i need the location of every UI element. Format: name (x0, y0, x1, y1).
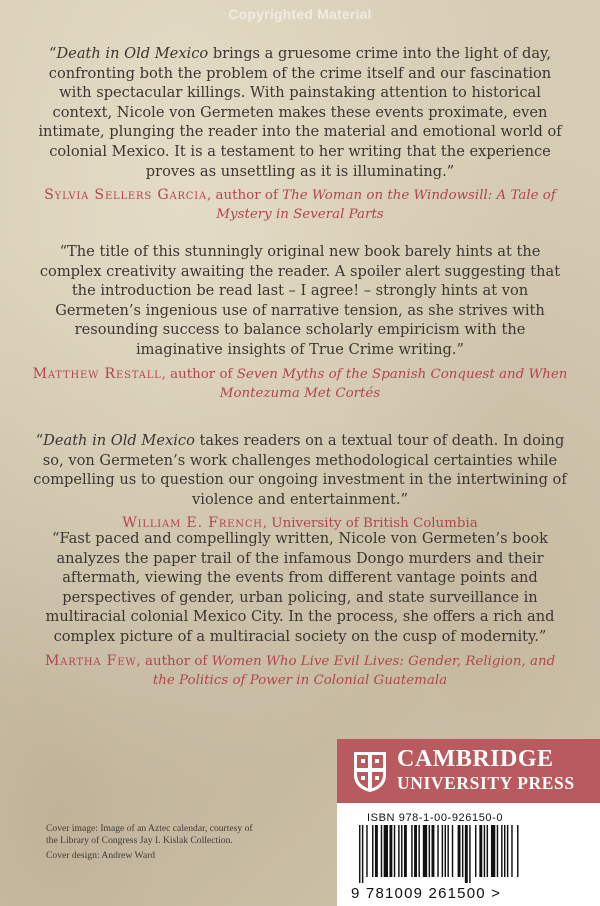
blurb-1 (32, 44, 568, 224)
reviewer-name: William E. French (122, 515, 263, 532)
isbn-label: ISBN 978-1-00-926150-0 (367, 812, 504, 824)
blurb-4-quote: “Fast paced and compellingly written, Nicole von Germeten’s book analyzes the paper trail of the infamous Dongo murders and their aftermath, viewing the events from different vantage points and perspectives of gender, urban policing, and state surveillance in multiracial colonial Mexico City. In the process, she offers a rich and complex picture of a multiracial society on the cusp of modernity.” (45, 530, 555, 645)
reviewer-name: Matthew Restall (32, 365, 162, 382)
watermark: Copyrighted Material (228, 6, 372, 22)
publisher-name: CAMBRIDGE (397, 746, 554, 772)
book-title: Death in Old Mexico (43, 432, 195, 449)
blurb-3-quote: “Death in Old Mexico takes readers on a textual tour of death. In doing so, von Germeten’s work challenges methodological certainties while compelling us to question our ongoing investment in the intertwining of violence and entertainment.” (33, 432, 567, 508)
reviewer-work: The Woman on the Windowsill: A Tale of Mystery in Several Parts (216, 188, 556, 223)
cover-image-credit: Cover image: Image of an Aztec calendar, courtesy of the Library of Congress Jay I. Kislak Collection. (46, 823, 253, 847)
cover-credits (46, 823, 266, 862)
blurb-4 (32, 529, 568, 690)
barcode-icon (359, 825, 581, 883)
reviewer-work: Seven Myths of the Spanish Conquest and When Montezuma Met Cortés (219, 366, 568, 401)
blurb-3 (32, 431, 568, 533)
reviewer-work: Women Who Live Evil Lives: Gender, Religion, and the Politics of Power in Colonial Guatemala (152, 653, 556, 688)
reviewer-name: Sylvia Sellers Garcia (44, 187, 208, 204)
blurb-1-quote: “Death in Old Mexico brings a gruesome crime into the light of day, confronting both the problem of the crime itself and our fascination with spectacular killings. With painstaking attention to historical context, Nicole von Germeten makes these events proximate, even intimate, plunging the reader into the material and emotional world of colonial Mexico. It is a testament to her writing that the experience proves as unsettling as it is illuminating.” (38, 45, 562, 180)
blurb-2 (32, 242, 568, 403)
barcode-digits: 9 781009 261500 > (351, 885, 502, 902)
blurb-3-attribution: William E. French, University of British Columbia (122, 515, 478, 532)
cover-design-credit: Cover design: Andrew Ward (46, 849, 156, 861)
cambridge-crest-icon (353, 751, 387, 793)
publisher-subtitle: UNIVERSITY PRESS (397, 773, 575, 793)
blurb-4-attribution: Martha Few, author of Women Who Live Evil Lives: Gender, Religion, and the Politics of Power in Colonial Guatemala (44, 652, 556, 688)
book-title: Death in Old Mexico (56, 45, 209, 62)
blurb-2-quote: “The title of this stunningly original new book barely hints at the complex creativity awaiting the reader. A spoiler alert suggesting that the introduction be read last – I agree! – strongly hints at von Germeten’s ingenious use of narrative tension, as she strives with resounding success to balance scholarly empiricism with the imaginative insights of True Crime writing.” (39, 243, 561, 358)
barcode-box (337, 803, 600, 906)
blurb-1-attribution: Sylvia Sellers Garcia, author of The Woman on the Windowsill: A Tale of Mystery in Several Parts (44, 187, 556, 223)
blurb-2-attribution: Matthew Restall, author of Seven Myths of the Spanish Conquest and When Montezuma Met Cortés (32, 365, 568, 401)
reviewer-name: Martha Few (44, 652, 137, 669)
